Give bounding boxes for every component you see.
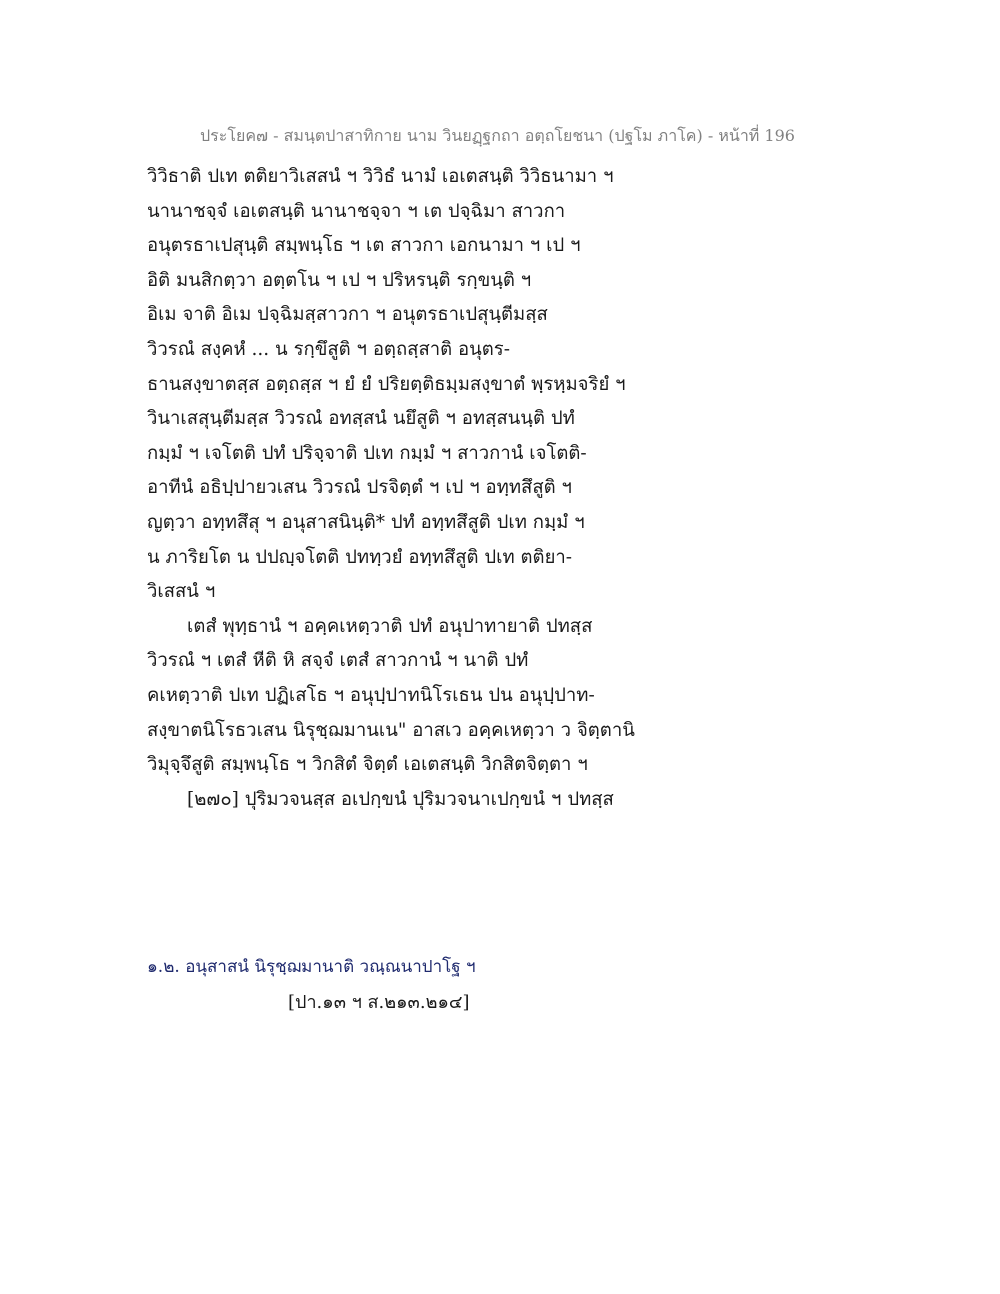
- body-line-18: วิมุจฺจึสูติ สมฺพนฺโธ ฯ วิกสิตํ จิตฺตํ เอเตสนฺติ วิกสิตจิตฺตา ฯ: [147, 754, 588, 776]
- body-line-14: เตสํ พุทฺธานํ ฯ อคฺคเหตฺวาติ ปทํ อนุปาทายาติ ปทสฺส: [187, 615, 593, 637]
- body-line-4: อิติ มนสิกตฺวา อตฺตโน ฯ เป ฯ ปริหรนฺติ รกฺขนฺติ ฯ: [147, 269, 532, 291]
- body-line-8: วินาเสสุนฺตีมสฺส วิวรณํ อทสฺสนํ นยึสูติ ฯ อทสฺสนนฺติ ปทํ: [147, 408, 575, 430]
- body-line-13: วิเสสนํ ฯ: [147, 581, 216, 603]
- body-text: [147, 160, 667, 817]
- body-line-5: อิเม จาติ อิเม ปจฺฉิมสฺสาวกา ฯ อนุตรธาเปสุนฺตีมสฺส: [147, 304, 548, 326]
- body-line-15: วิวรณํ ฯ เตสํ หีติ หิ สจฺจํ เตสํ สาวกานํ ฯ นาติ ปทํ: [147, 650, 529, 672]
- body-line-9: กมฺมํ ฯ เจโตติ ปทํ ปริจฺจาติ ปเท กมฺมํ ฯ สาวกานํ เจโตติ-: [147, 442, 587, 464]
- running-header: ประโยค๗ - สมนฺตปาสาทิกาย นาม วินยฏฺฐกถา อตฺถโยชนา (ปฐโม ภาโค) - หน้าที่ 196: [200, 126, 795, 145]
- body-line-12: น ภาริยโต น ปปญฺจโตติ ปททฺวยํ อทฺทสึสูติ ปเท ตติยา-: [147, 546, 573, 568]
- body-line-7: ธานสงฺขาตสฺส อตฺถสฺส ฯ ยํ ยํ ปริยตฺติธมฺมสงฺขาตํ พฺรหฺมจริยํ ฯ: [147, 373, 626, 395]
- footnote-reference: [ปา.๑๓ ฯ ส.๒๑๓.๒๑๔]: [288, 992, 470, 1013]
- body-line-11: ญตฺวา อทฺทสึสุ ฯ อนุสาสนินฺติ* ปทํ อทฺทสึสูติ ปเท กมฺมํ ฯ: [147, 511, 585, 533]
- body-line-19: [๒๗๐] ปุริมวจนสฺส อเปกฺขนํ ปุริมวจนาเปกฺขนํ ฯ ปทสฺส: [187, 788, 614, 810]
- footnote-text: ๑.๒. อนุสาสนํ นิรุชฺฌมานาติ วณฺณนาปาโฐ ฯ: [147, 957, 476, 977]
- body-line-10: อาทีนํ อธิปฺปายวเสน วิวรณํ ปรจิตฺตํ ฯ เป ฯ อทฺทสึสูติ ฯ: [147, 477, 572, 499]
- body-line-6: วิวรณํ สงฺคหํ ... น รกฺขึสูติ ฯ อตฺถสฺสาติ อนุตร-: [147, 338, 510, 360]
- body-line-16: คเหตฺวาติ ปเท ปฏิเสโธ ฯ อนุปฺปาทนิโรเธน ปน อนุปฺปาท-: [147, 684, 595, 706]
- body-line-17: สงฺขาตนิโรธวเสน นิรุชฺฌมานเน" อาสเว อคฺคเหตฺวา ว จิตฺตานิ: [147, 719, 635, 741]
- body-line-3: อนุตรธาเปสุนฺติ สมฺพนฺโธ ฯ เต สาวกา เอกนามา ฯ เป ฯ: [147, 235, 581, 257]
- body-line-1: วิวิธาติ ปเท ตติยาวิเสสนํ ฯ วิวิธํ นามํ เอเตสนฺติ วิวิธนามา ฯ: [147, 166, 614, 187]
- body-line-2: นานาชจฺจํ เอเตสนฺติ นานาชจฺจา ฯ เต ปจฺฉิมา สาวกา: [147, 200, 566, 222]
